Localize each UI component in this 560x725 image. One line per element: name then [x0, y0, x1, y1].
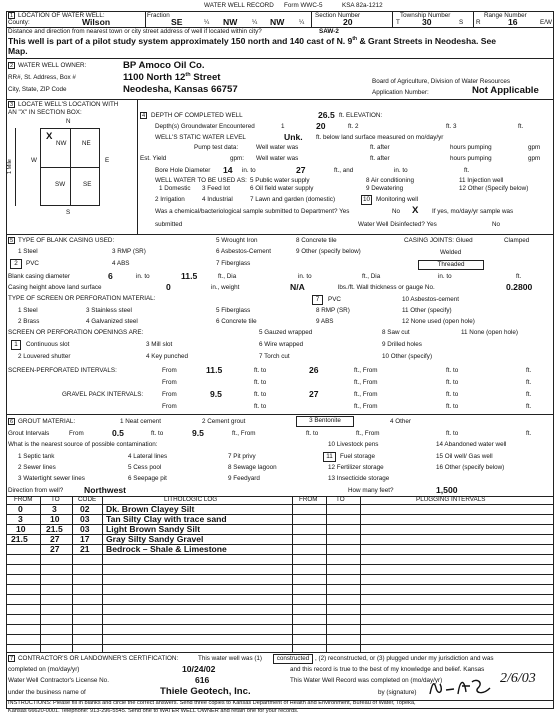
use-oilfield[interactable]: 6 Oil field water supply: [250, 185, 314, 192]
screen-steel[interactable]: 1 Steel: [18, 307, 38, 314]
direction-label: Direction from well?: [8, 487, 64, 494]
log-to[interactable]: 27: [50, 534, 60, 544]
screen-material-label: TYPE OF SCREEN OR PERFORATION MATERIAL:: [8, 295, 156, 302]
section-number: 2: [9, 63, 14, 69]
range-label: Range Number: [484, 12, 527, 19]
section-box-divider: [70, 128, 71, 206]
log-code[interactable]: 03: [80, 514, 90, 524]
bore-diameter[interactable]: 14: [223, 165, 233, 175]
gi-from-value[interactable]: 0.5: [112, 428, 124, 438]
bcd-ft-dia: ft., Dia: [218, 273, 237, 280]
yield-after-label: ft. after: [370, 155, 390, 162]
quarter-sign: ¼: [252, 19, 258, 26]
completed-date[interactable]: 10/24/02: [182, 664, 216, 674]
form-title: WATER WELL RECORD: [204, 2, 274, 9]
spi-ft: ft.: [526, 367, 532, 374]
screen-concrete[interactable]: 6 Concrete tile: [216, 318, 257, 325]
contam-sewer[interactable]: 2 Sewer lines: [18, 464, 56, 471]
elevation-label: ft. ELEVATION:: [339, 112, 383, 119]
instructions-line-2: Kansas 66620-0001. Telephone: 913-296-5545. Send one to WATER WELL OWNER and retain one for your records.: [8, 708, 299, 714]
casing-label: TYPE OF BLANK CASING USED:: [18, 237, 115, 244]
depth-value[interactable]: 26.5: [318, 110, 335, 120]
bore-in-to-2: in. to: [394, 167, 408, 174]
section-number: 7: [9, 656, 14, 662]
row-line: [6, 574, 554, 575]
gpi-ft-to-3: ft. to: [254, 403, 267, 410]
joints-welded[interactable]: Welded: [440, 249, 462, 256]
record-completed-label: This Water Well Record was completed on (mo/day/yr): [290, 677, 443, 684]
groundwater-1: 1: [281, 123, 285, 130]
log-code[interactable]: 21: [80, 544, 90, 554]
bcd-in-to-3: in. to: [438, 273, 452, 280]
business-name[interactable]: Thiele Geotech, Inc.: [160, 686, 251, 697]
record-completed-date[interactable]: 2/6/03: [500, 671, 536, 686]
use-lawn[interactable]: 7 Lawn and garden (domestic): [250, 196, 336, 203]
feet-label: How many feet?: [348, 487, 394, 494]
screen-rmp[interactable]: 8 RMP (SR): [316, 307, 350, 314]
gpi-ft-from-2: ft., From: [354, 403, 378, 410]
disinfected-label: Water Well Disinfected? Yes: [358, 221, 437, 228]
contam-fuel[interactable]: Fuel storage: [340, 453, 376, 460]
blank-diameter[interactable]: 6: [108, 271, 113, 281]
section-number-value[interactable]: 20: [343, 17, 353, 27]
ksa-number: KSA 82a-1212: [342, 2, 383, 9]
gpi-ft-to: ft. to: [254, 391, 267, 398]
township-label: Township Number: [400, 12, 451, 19]
log-code[interactable]: 02: [80, 504, 90, 514]
log-header-to: TO: [51, 496, 60, 503]
divider: [137, 99, 138, 234]
contam-oilwell[interactable]: 15 Oil well/ Gas well: [436, 453, 493, 460]
log-description[interactable]: Tan Silty Clay with trace sand: [106, 514, 227, 524]
openings-drilled[interactable]: 9 Drilled holes: [382, 341, 422, 348]
row-line: [6, 594, 554, 595]
locate-label: LOCATE WELL'S LOCATION WITH: [18, 101, 119, 108]
bore-depth[interactable]: 27: [296, 165, 306, 175]
contam-fuel-circled[interactable]: 11: [323, 452, 336, 462]
owner-label: WATER WELL OWNER:: [18, 62, 87, 69]
openings-saw[interactable]: 8 Saw cut: [382, 329, 410, 336]
divider: [392, 11, 393, 27]
contam-privy[interactable]: 7 Pit privy: [228, 453, 256, 460]
spi-ft-from: ft., From: [354, 367, 378, 374]
static-level-rest: ft. below land surface measured on mo/day/yr: [316, 134, 444, 141]
section-number: 3: [9, 102, 14, 108]
quarter-sign: ¼: [204, 19, 210, 26]
bcd-ft-dia-2: ft., Dia: [362, 273, 381, 280]
fraction-q3[interactable]: NW: [270, 17, 285, 27]
log-description[interactable]: Light Brown Sandy Silt: [106, 524, 201, 534]
locate-label-2: AN "X" IN SECTION BOX:: [8, 109, 82, 116]
business-label: under the business name of: [8, 689, 86, 696]
gi-to-value[interactable]: 9.5: [192, 428, 204, 438]
gi-ft: ft.: [526, 430, 532, 437]
groundwater-label: Depth(s) Groundwater Encountered: [155, 123, 255, 130]
screen-fiberglass[interactable]: 5 Fiberglass: [216, 307, 251, 314]
log-code[interactable]: 03: [80, 524, 90, 534]
yield-gpm-label: gpm:: [230, 155, 244, 162]
use-industrial[interactable]: 4 Industrial: [202, 196, 233, 203]
log-from[interactable]: 10: [16, 524, 26, 534]
casing-abs[interactable]: 4 ABS: [112, 260, 130, 267]
contam-septic[interactable]: 1 Septic tank: [18, 453, 55, 460]
openings-torch[interactable]: 7 Torch cut: [259, 353, 290, 360]
contam-other[interactable]: 16 Other (specify below): [436, 464, 505, 471]
spi-ft-to: ft. to: [254, 367, 267, 374]
log-header-plugging: PLUGGING INTERVALS: [416, 496, 486, 503]
township-s: S: [459, 19, 464, 26]
log-header-to-2: TO: [336, 496, 345, 503]
gi-ft-to: ft. to: [151, 430, 164, 437]
true-statement: and this record is true to the best of my knowledge and belief. Kansas: [290, 666, 485, 673]
quadrant-sw: SW: [55, 181, 66, 188]
bore-in-to: in. to: [242, 167, 256, 174]
gi-ft-to-2: ft. to: [306, 430, 319, 437]
gravel-intervals-label: GRAVEL PACK INTERVALS:: [62, 391, 144, 398]
casing-concrete[interactable]: 8 Concrete tile: [296, 237, 337, 244]
openings-continuous-circled[interactable]: 1: [11, 340, 21, 350]
contam-feedyard[interactable]: 9 Feedyard: [228, 475, 260, 482]
yield-water-label: Well water was: [256, 155, 299, 162]
use-public[interactable]: 5 Public water supply: [250, 177, 310, 184]
row-line: [6, 644, 554, 645]
use-monitoring-circled[interactable]: 10: [362, 196, 370, 203]
ft-label: ft.: [518, 123, 524, 130]
static-level-value[interactable]: Unk.: [284, 132, 303, 142]
log-description[interactable]: Dk. Brown Clayey Silt: [106, 504, 195, 514]
use-dewatering[interactable]: 9 Dewatering: [366, 185, 404, 192]
log-to[interactable]: 27: [50, 544, 60, 554]
row-line: [6, 614, 554, 615]
divider: [6, 99, 554, 100]
license-label: Water Well Contractor's License No.: [8, 677, 109, 684]
section-number: 4: [141, 113, 146, 119]
quadrant-se: SE: [83, 181, 92, 188]
signature-image: [426, 674, 498, 700]
casing-weight[interactable]: N/A: [290, 282, 305, 292]
openings-label: SCREEN OR PERFORATION OPENINGS ARE:: [8, 329, 144, 336]
contam-livestock[interactable]: 10 Livestock pens: [328, 441, 379, 448]
openings-none[interactable]: 11 None (open hole): [461, 329, 518, 336]
screen-stainless[interactable]: 3 Stainless steel: [86, 307, 132, 314]
contam-lateral[interactable]: 4 Lateral lines: [128, 453, 168, 460]
township-t: T: [396, 19, 400, 26]
use-air[interactable]: 8 Air conditioning: [366, 177, 414, 184]
yield-hours-label: hours pumping: [450, 155, 492, 162]
row-line: [6, 604, 554, 605]
log-header-from-2: FROM: [299, 496, 318, 503]
row-line: [6, 624, 554, 625]
row-line: [6, 584, 554, 585]
divider: [6, 58, 554, 59]
log-to[interactable]: 21.5: [46, 524, 63, 534]
casing-height-label: Casing height above land surface: [8, 284, 102, 291]
log-description[interactable]: Bedrock – Shale & Limestone: [106, 544, 227, 554]
screen-asbestos[interactable]: 10 Asbestos-cement: [402, 296, 460, 303]
fraction-label: Fraction: [147, 12, 170, 19]
section-number: 1: [9, 13, 14, 19]
section-number: 5: [9, 238, 14, 244]
section-number: 6: [9, 419, 14, 425]
casing-height[interactable]: 0: [166, 282, 171, 292]
openings-gauzed[interactable]: 5 Gauzed wrapped: [259, 329, 313, 336]
spi-ft-from-2: ft., From: [354, 379, 378, 386]
log-from[interactable]: 3: [18, 514, 23, 524]
city-label: City, State, ZIP Code: [8, 86, 67, 93]
bcd-ft: ft.: [516, 273, 522, 280]
chem-rest: If yes, mo/day/yr sample was: [432, 208, 514, 215]
pump-water-label: Well water was: [256, 144, 299, 151]
groundwater-3: ft. 3: [446, 123, 457, 130]
screen-none[interactable]: 12 None used (open hole): [402, 318, 475, 325]
section-number-label: Section Number: [315, 12, 361, 19]
joints-label: CASING JOINTS: Glued: [404, 237, 473, 244]
groundwater-1-value[interactable]: 20: [316, 121, 326, 131]
use-domestic[interactable]: 1 Domestic: [159, 185, 191, 192]
quarter-sign: ¼: [299, 19, 305, 26]
gpi-ft-to-4: ft. to: [446, 403, 459, 410]
grout-neat[interactable]: 1 Neat cement: [120, 418, 161, 425]
disinfected-no[interactable]: No: [492, 221, 501, 228]
bcd-in-to-2: in. to: [298, 273, 312, 280]
application-label: Application Number:: [372, 89, 429, 96]
location-label: LOCATION OF WATER WELL:: [18, 12, 105, 19]
screen-other[interactable]: 11 Other (specify): [402, 307, 452, 314]
wall-thickness-label: lbs./ft. Wall thickness or gauge No.: [338, 284, 435, 291]
screen-abs[interactable]: 9 ABS: [316, 318, 334, 325]
distance-text[interactable]: This well is part of a pilot study system approximately 150 north and 140 cast of N. 9th & Grant Streets in Neodesha. See: [8, 36, 497, 46]
completed-label: completed on (mo/day/yr): [8, 666, 80, 673]
log-from[interactable]: 21.5: [11, 534, 28, 544]
board-label: Board of Agriculture, Division of Water Resources: [372, 78, 511, 85]
certification-label: CONTRACTOR'S OR LANDOWNER'S CERTIFICATION:: [18, 655, 179, 662]
joints-clamped[interactable]: Clamped: [504, 237, 530, 244]
gpi-from-2: From: [162, 403, 177, 410]
range-value[interactable]: 16: [508, 17, 518, 27]
grout-intervals-label: Grout Intervals: [8, 430, 50, 437]
spi-to-value[interactable]: 26: [309, 365, 319, 375]
gpi-ft-2: ft.: [526, 403, 532, 410]
compass-s: S: [66, 209, 71, 216]
distance-saw[interactable]: SAW-2: [319, 28, 339, 35]
mile-scale-line: [15, 128, 16, 206]
casing-other[interactable]: 9 Other (specify below): [296, 248, 361, 255]
distance-label: Distance and direction from nearest town or city street address of well if located within city?: [8, 28, 262, 35]
chem-label: Was a chemical/bacteriological sample submitted to Department? Yes: [155, 208, 350, 215]
bore-label: Bore Hole Diameter: [155, 167, 211, 174]
contam-cesspool[interactable]: 5 Cess pool: [128, 464, 162, 471]
pump-after-label: ft. after: [370, 144, 390, 151]
contam-lagoon[interactable]: 8 Sewage lagoon: [228, 464, 277, 471]
log-header-from: FROM: [14, 496, 33, 503]
openings-key[interactable]: 4 Key punched: [146, 353, 189, 360]
wall-thickness[interactable]: 0.2800: [506, 282, 533, 292]
use-label: WELL WATER TO BE USED AS:: [155, 177, 247, 184]
casing-fiberglass[interactable]: 7 Fiberglass: [216, 260, 251, 267]
gi-ft-to-3: ft. to: [446, 430, 459, 437]
casing-pvc-circled[interactable]: 2: [10, 259, 22, 269]
gpm-label: gpm: [528, 155, 541, 162]
contam-insecticide[interactable]: 13 Insecticide storage: [328, 475, 390, 482]
openings-other[interactable]: 10 Other (specify): [382, 353, 433, 360]
range-ew: E/W: [540, 19, 552, 26]
screen-intervals-label: SCREEN-PERFORATED INTERVALS:: [8, 367, 117, 374]
use-injection[interactable]: 11 Injection well: [459, 177, 504, 184]
gpi-to-value[interactable]: 27: [309, 389, 319, 399]
chem-no-mark[interactable]: X: [412, 205, 419, 216]
constructed-circled[interactable]: constructed: [273, 654, 313, 664]
row-line: [6, 634, 554, 635]
divider: [6, 414, 554, 415]
use-irrigation[interactable]: 2 Irrigation: [155, 196, 185, 203]
compass-w: W: [31, 157, 37, 164]
log-from[interactable]: 0: [18, 504, 23, 514]
use-monitoring[interactable]: Monitoring well: [376, 196, 418, 203]
yield-label: Est. Yield: [140, 155, 167, 162]
bcd-in-to: in. to: [136, 273, 150, 280]
spi-from: From: [162, 367, 177, 374]
screen-galvanized[interactable]: 4 Galvanized steel: [86, 318, 138, 325]
gpi-ft: ft.: [526, 391, 532, 398]
casing-wrought[interactable]: 5 Wrought Iron: [216, 237, 258, 244]
casing-rmp[interactable]: 3 RMP (SR): [112, 248, 146, 255]
use-feedlot[interactable]: 3 Feed lot: [202, 185, 231, 192]
form-number: Form WWC-5: [284, 2, 323, 9]
pump-hours-label: hours pumping: [450, 144, 492, 151]
direction-value[interactable]: Northwest: [84, 485, 127, 495]
quadrant-nw: NW: [56, 140, 67, 147]
compass-n: N: [66, 118, 71, 125]
spi-ft-to-3: ft. to: [254, 379, 267, 386]
gpi-ft-to-2: ft. to: [446, 391, 459, 398]
spi-ft-2: ft.: [526, 379, 532, 386]
address-label: RR#, St. Address, Box #: [8, 74, 76, 81]
contam-watertight[interactable]: 3 Watertight sewer lines: [18, 475, 85, 482]
spi-from-2: From: [162, 379, 177, 386]
certification-text-2: , (2) reconstructed, or (3) plugged under my jurisdiction and was: [315, 655, 494, 662]
screen-brass[interactable]: 2 Brass: [18, 318, 40, 325]
contam-seepage[interactable]: 6 Seepage pit: [128, 475, 167, 482]
compass-e: E: [105, 157, 110, 164]
fraction-q1[interactable]: SE: [171, 17, 183, 27]
county-label: County:: [8, 19, 30, 26]
log-code[interactable]: 17: [80, 534, 90, 544]
instructions-line-1: INSTRUCTIONS: Please fill in blanks and circle the correct answers. Send three copies to Kansas Department of Health and Environment, Bureau of Water, Topeka,: [8, 700, 416, 706]
log-header-code: CODE: [78, 496, 97, 503]
spi-ft-to-4: ft. to: [446, 379, 459, 386]
application-value[interactable]: Not Applicable: [472, 85, 539, 96]
screen-pvc-circled[interactable]: 7: [312, 295, 323, 305]
quadrant-ne: NE: [82, 140, 91, 147]
openings-continuous[interactable]: Continuous slot: [26, 341, 70, 348]
openings-mill[interactable]: 3 Mill slot: [146, 341, 173, 348]
casing-weight-label: in., weight: [211, 284, 240, 291]
use-other[interactable]: 12 Other (Specify below): [459, 185, 529, 192]
row-line: [6, 564, 554, 565]
gpi-ft-from: ft., From: [354, 391, 378, 398]
submitted-label: submitted: [155, 221, 183, 228]
log-header-lithologic: LITHOLOGIC LOG: [164, 496, 218, 503]
log-to[interactable]: 3: [52, 504, 57, 514]
feet-value[interactable]: 1,500: [436, 485, 458, 495]
pump-test-label: Pump test data:: [194, 144, 239, 151]
grout-label: GROUT MATERIAL:: [18, 418, 76, 425]
township-value[interactable]: 30: [422, 17, 432, 27]
grout-bentonite-circled[interactable]: 3 Bentonite: [296, 416, 354, 427]
divider: [311, 11, 312, 27]
depth-label: DEPTH OF COMPLETED WELL: [151, 112, 243, 119]
gpm-label: gpm: [528, 144, 541, 151]
location-mark[interactable]: X: [46, 131, 53, 142]
address-value[interactable]: 1100 North 12th Street: [123, 72, 221, 84]
divider: [6, 234, 554, 235]
blank-diameter-to[interactable]: 11.5: [181, 271, 198, 281]
gi-ft-from: ft., From: [232, 430, 256, 437]
gi-ft-from-2: ft., From: [356, 430, 380, 437]
contam-fertilizer[interactable]: 12 Fertilizer storage: [328, 464, 384, 471]
casing-asbestos[interactable]: 6 Asbestos-Cement: [216, 248, 271, 255]
spi-from-value[interactable]: 11.5: [206, 365, 223, 375]
log-description[interactable]: Gray Silty Sandy Gravel: [106, 534, 204, 544]
mile-label: 1 Mile: [7, 159, 13, 174]
divider: [6, 652, 554, 653]
divider: [473, 11, 474, 27]
contamination-label: What is the nearest source of possible contamination:: [8, 441, 158, 448]
water-well-record-form: [6, 2, 554, 720]
grout-cement[interactable]: 2 Cement grout: [202, 418, 246, 425]
static-level-label: WELL'S STATIC WATER LEVEL: [155, 134, 246, 141]
groundwater-2: ft. 2: [348, 123, 359, 130]
fraction-q2[interactable]: NW: [223, 17, 238, 27]
bore-ft-and: ft., and: [334, 167, 354, 174]
license-number[interactable]: 616: [195, 675, 210, 685]
county-value[interactable]: Wilson: [82, 17, 111, 27]
chem-no[interactable]: No: [392, 208, 401, 215]
certification-text-1: This water well was (1): [198, 655, 263, 662]
casing-pvc[interactable]: PVC: [26, 260, 39, 267]
casing-steel[interactable]: 1 Steel: [18, 248, 38, 255]
gi-from: From: [69, 430, 84, 437]
log-to[interactable]: 10: [50, 514, 60, 524]
contam-abandoned[interactable]: 14 Abandoned water well: [436, 441, 507, 448]
divider: [145, 11, 146, 27]
gpi-from: From: [162, 391, 177, 398]
range-r: R: [476, 19, 481, 26]
distance-text-line2[interactable]: Map.: [8, 46, 28, 56]
blank-diameter-label: Blank casing diameter: [8, 273, 70, 280]
openings-wire[interactable]: 6 Wire wrapped: [259, 341, 304, 348]
joints-threaded-circled[interactable]: Threaded: [418, 260, 484, 270]
screen-pvc[interactable]: PVC: [328, 296, 341, 303]
city-value[interactable]: Neodesha, Kansas 66757: [123, 84, 238, 95]
bore-ft: ft.: [464, 167, 470, 174]
grout-other[interactable]: 4 Other: [390, 418, 411, 425]
owner-value[interactable]: BP Amoco Oil Co.: [123, 60, 205, 71]
row-line: [6, 554, 554, 555]
spi-ft-to-2: ft. to: [446, 367, 459, 374]
gpi-from-value[interactable]: 9.5: [210, 389, 222, 399]
signature-label: by (signature): [378, 689, 417, 696]
openings-louvered[interactable]: 2 Louvered shutter: [18, 353, 71, 360]
